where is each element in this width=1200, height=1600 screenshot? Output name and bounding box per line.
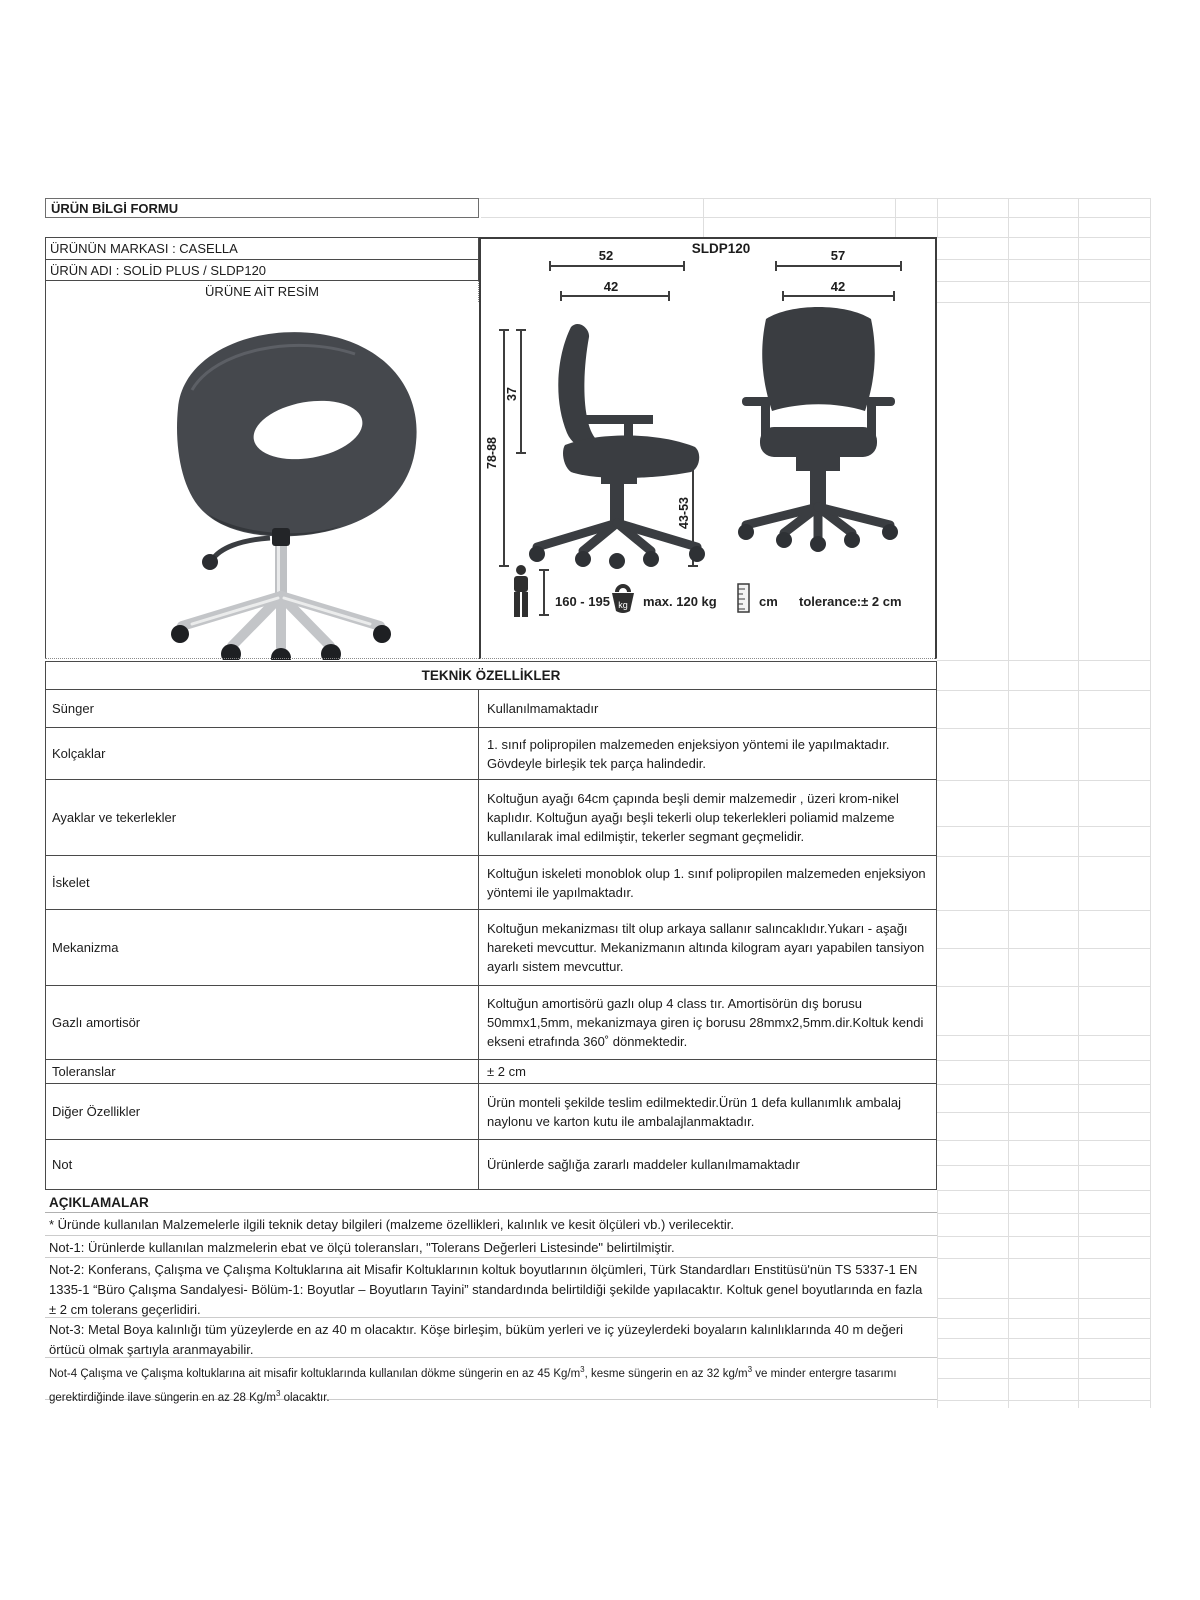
dashed-divider [45,658,937,659]
gridline [937,1400,1150,1401]
gridline [937,1258,1150,1259]
gridline [937,1112,1150,1113]
gridline [937,660,1150,661]
spec-value: Koltuğun ayağı 64cm çapında beşli demir malzemedir , üzeri krom-nikel kaplıdır. Koltuğun ayağı beşli tekerli olup tekerlekleri poliamid malzeme kullanılarak imal edilmiştir, tekerler segmant geçmelidir. [487,791,899,844]
unit-label: cm [759,594,778,609]
spec-row-sunger [45,690,937,728]
gridline [937,302,1150,303]
front-view-chair-drawing [736,301,901,569]
spec-value: Ürün monteli şekilde teslim edilmektedir.Ürün 1 defa kullanımlık ambalaj naylonu ve karton kutu ile ambalajlanmaktadır. [487,1094,902,1129]
gridline [937,948,1150,949]
gridline [481,217,1150,218]
gridline [937,910,1150,911]
dim-line [560,295,670,297]
remark-asterisk: * Üründe kullanılan Malzemelerle ilgili teknik detay bilgileri (malzeme özellikleri, kalınlık ve kesit ölçüleri vb.) verilecektir. [45,1213,937,1236]
product-photo-chair [120,308,460,660]
kg-badge-label: kg [618,600,628,610]
gridline [937,1035,1150,1036]
superscript: 3 [580,1365,585,1374]
dim-total-height: 78-88 [485,437,499,469]
person-height-icon [509,565,535,619]
tilt-knob [202,554,218,570]
gridline [937,281,1150,282]
spec-label: Sünger [46,690,479,727]
gridline [937,1338,1150,1339]
gridline [937,1084,1150,1085]
spec-row-toleranslar [45,1060,937,1084]
remark-not1: Not-1: Ürünlerde kullanılan malzmelerin ebat ve ölçü toleransları, "Tolerans Değerleri Listesinde" belirtilmiştir. [45,1236,937,1258]
gas-lift-highlight [277,546,280,596]
tilt-lever [212,538,270,560]
gas-lift-column [275,546,287,596]
ruler-cm-icon [737,583,751,613]
dim-line [782,295,895,297]
gridline [937,1190,938,1408]
user-height-range: 160 - 195 [555,594,610,609]
side-view-chair-drawing [511,321,711,569]
spec-value: 1. sınıf polipropilen malzemeden enjeksiyon yöntemi ile yapılmaktadır. Gövdeyle birleşik tek parça halindedir. [487,736,890,771]
gridline [937,1213,1150,1214]
spec-label: Kolçaklar [46,728,479,779]
gridline [937,1140,1150,1141]
superscript: 3 [275,1388,281,1398]
dim-back-height: 37 [505,387,519,401]
product-image-caption: ÜRÜNE AİT RESİM [45,281,479,302]
gridline [937,1318,1150,1319]
spec-value: Kullanılmamaktadır [487,701,599,716]
remark-not2: Not-2: Konferans, Çalışma ve Çalışma Koltuklarına ait Misafir Koltuklarının koltuk boyutlarının ölçümleri, Türk Standardları Enstitüsü'nün TS 5337-1 EN 1335-1 “Büro Çalışma Sandalyesi- Bölüm-1: Boyutlar – Boyutların Tayini” standardında belirtildiği şekilde yapılacaktır. Koltuk genel boyutlarında en fazla ± 2 cm tolerans geçerlidiri. [45,1258,937,1318]
gridline [1008,198,1009,1408]
tolerance-label: tolerance:± 2 cm [799,594,902,609]
spec-value: Ürünlerde sağlığa zararlı maddeler kullanılmamaktadır [487,1157,800,1172]
spec-row-iskelet [45,856,937,910]
spec-row-kolcaklar [45,728,937,780]
spec-label: Toleranslar [46,1060,479,1083]
spec-value: Koltuğun amortisörü gazlı olup 4 class tır. Amortisörün dış borusu 50mmx1,5mm, mekanizmaya giren iç borusu 28mmx2,5mm.dir.Koltuk kendi ekseni etrafında 360˚ dönmektedir. [487,996,924,1049]
dim-side-width-top: 52 [598,248,614,263]
spec-value: Koltuğun iskeleti monoblok olup 1. sınıf polipropilen malzemeden enjeksiyon yöntemi ile yapılmaktadır. [487,865,926,900]
gridline [479,198,1150,199]
gridline [1078,198,1079,1408]
remark-not4-text: olacaktır. [280,1391,330,1404]
product-brand: ÜRÜNÜN MARKASI : CASELLA [46,238,478,260]
spec-row-ayaklar [45,780,937,856]
gridline [937,728,1150,729]
spec-label: Gazlı amortisör [46,986,479,1059]
gridline [937,1236,1150,1237]
divider [45,302,46,659]
person-measure-line [543,569,545,616]
remark-not4-text: , kesme süngerin en az 32 kg/m [584,1367,748,1380]
spec-label: Not [46,1140,479,1189]
spec-row-not [45,1140,937,1190]
dim-line [549,265,685,267]
remark-not4-text: Not-4 Çalışma ve Çalışma koltuklarına ait misafir koltuklarında kullanılan dökme süngerin en az 45 Kg/m [49,1367,581,1380]
technical-drawing-panel [479,237,937,659]
specs-section-title: TEKNİK ÖZELLİKLER [45,661,937,690]
spec-label: Diğer Özellikler [46,1084,479,1139]
gridline [937,986,1150,987]
remarks-title: AÇIKLAMALAR [45,1192,937,1213]
gridline [937,1060,1150,1061]
dim-line [775,265,902,267]
spec-value: Koltuğun mekanizması tilt olup arkaya sallanır salıncaklıdır.Yukarı - aşağı hareketi mevcuttur. Mekanizmanın altında kilogram ayarı yapabilen tansiyon ayarlı sistem mevcuttur. [487,921,925,974]
spec-value: ± 2 cm [487,1064,526,1079]
dim-side-width-bottom: 42 [603,279,619,294]
product-header-box [45,237,479,281]
gridline [937,259,1150,260]
dim-line [503,329,505,567]
model-code: SLDP120 [691,241,751,256]
spec-row-mekanizma [45,910,937,986]
star-base [182,596,380,648]
weight-kg-icon [609,581,637,615]
gridline [937,1358,1150,1359]
spec-label: İskelet [46,856,479,909]
gridline [937,826,1150,827]
gridline [937,1190,1150,1191]
spec-label: Ayaklar ve tekerlekler [46,780,479,855]
gas-lift-top [272,528,290,546]
gridline [937,1298,1150,1299]
gridline [937,690,1150,691]
spec-row-diger-ozellikler [45,1084,937,1140]
gridline [1150,198,1151,1408]
spec-row-gazli-amortisor [45,986,937,1060]
gridline [937,856,1150,857]
gridline [937,1378,1150,1379]
remark-not3: Not-3: Metal Boya kalınlığı tüm yüzeylerde en az 40 m olacaktır. Köşe birleşim, büküm yerleri ve iç yüzeylerdeki boyaların kalınlıklarında 40 m değeri örtücü olmak şartıyla aranmayabilir. [45,1318,937,1358]
product-name: ÜRÜN ADI : SOLİD PLUS / SLDP120 [50,263,267,278]
dim-front-width-top: 57 [830,248,846,263]
page-title: ÜRÜN BİLGİ FORMU [45,198,479,218]
superscript: 3 [747,1365,753,1374]
dim-front-width-bottom: 42 [830,279,846,294]
dim-seat-height: 43-53 [677,497,691,529]
gridline [937,780,1150,781]
remark-not4-text: ve minder entergre tasarımı gerektirdiğinde ilave süngerin en az 28 Kg/m [49,1367,897,1404]
max-weight-label: max. 120 kg [643,594,717,609]
spec-label: Mekanizma [46,910,479,985]
gridline [937,1165,1150,1166]
remark-not4 [45,1358,937,1404]
